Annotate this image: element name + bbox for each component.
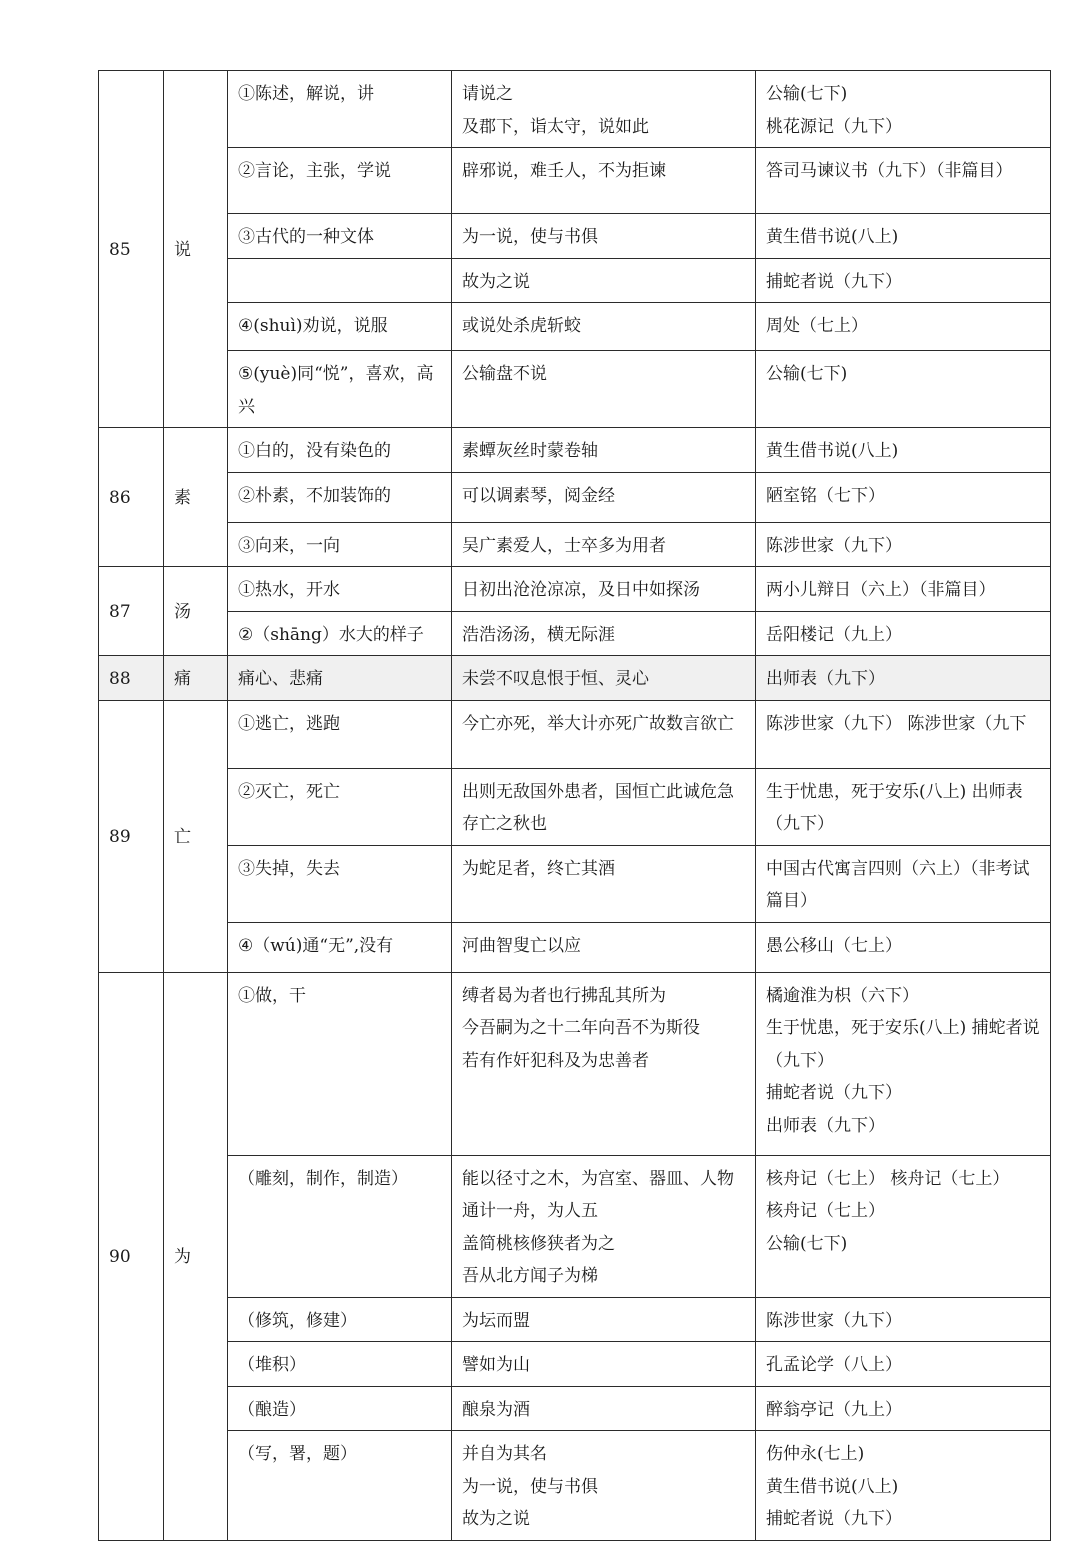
example-line: 及郡下，诣太守，说如此 [462,116,649,137]
meaning-cell [228,1155,452,1297]
source-line: 公输(七下) [766,364,848,384]
source-cell [756,214,1051,259]
meaning-line: （雕刻，制作，制造） [238,1168,408,1189]
table-row [99,972,1051,1155]
source-line: 醉翁亭记（九上） [766,1399,902,1420]
example-line: 素蟫灰丝时蒙卷轴 [462,441,598,461]
example-cell [452,71,756,148]
source-line: 陈涉世家（九下） 陈涉世家（九下 [766,713,1027,734]
source-line: 公输(七下) [766,84,848,104]
source-cell [756,258,1051,303]
table-row [99,845,1051,922]
source-line: 捕蛇者说（九下） [766,1083,902,1103]
example-line: 河曲智叟亡以应 [462,935,581,956]
source-cell [756,351,1051,428]
source-cell [756,700,1051,768]
entry-character: 说 [164,71,228,428]
example-cell [452,1342,756,1387]
example-line: 为一说，使与书俱 [462,227,598,247]
source-cell [756,656,1051,701]
source-cell [756,1297,1051,1342]
example-line: 或说处杀虎斩蛟 [462,316,581,336]
source-cell [756,1431,1051,1541]
source-cell [756,522,1051,567]
entry-number: 86 [99,428,164,567]
source-cell [756,428,1051,473]
example-line: 未尝不叹息恨于恒、灵心 [462,669,649,689]
example-cell [452,768,756,845]
entry-character: 为 [164,972,228,1540]
meaning-line: ①热水，开水 [238,580,340,600]
source-cell [756,972,1051,1155]
meaning-cell [228,611,452,656]
table-row [99,1386,1051,1431]
table-row [99,1155,1051,1297]
entry-character: 痛 [164,656,228,701]
table-row [99,148,1051,214]
meaning-line: （堆积） [238,1355,306,1375]
source-line: 公输(七下) [766,1233,848,1254]
table-row [99,768,1051,845]
entry-number: 87 [99,567,164,656]
source-line: 陋室铭（七下） [766,485,885,506]
meaning-line: ②灭亡，死亡 [238,781,340,802]
meaning-line: ①陈述，解说，讲 [238,84,374,104]
example-line: 为一说，使与书俱 [462,1476,598,1497]
table-row [99,611,1051,656]
meaning-line: （写，署，题） [238,1444,357,1464]
entry-number: 88 [99,656,164,701]
example-line: 故为之说 [462,1509,530,1529]
meaning-cell [228,472,452,522]
entry-number: 85 [99,71,164,428]
table-row [99,351,1051,428]
example-cell [452,148,756,214]
example-cell [452,567,756,612]
source-line: 捕蛇者说（九下） [766,1509,902,1529]
table-row [99,1297,1051,1342]
example-cell [452,611,756,656]
source-line: 两小儿辩日（六上）（非篇目） [766,580,996,600]
meaning-cell [228,656,452,701]
table-row [99,214,1051,259]
example-line: 吾从北方闻子为梯 [462,1266,598,1286]
example-line: 为坛而盟 [462,1310,530,1331]
source-line: 捕蛇者说（九下） [766,271,902,292]
source-cell [756,1342,1051,1387]
meaning-line: ⑤(yuè)同“悦”，喜欢，高兴 [238,364,434,417]
source-line: 黄生借书说(八上) [766,1476,899,1497]
example-line: 公输盘不说 [462,364,547,384]
example-line: 吴广素爱人，士卒多为用者 [462,535,666,556]
source-line: 陈涉世家（九下） [766,535,902,556]
source-line: 桃花源记（九下） [766,116,902,137]
meaning-line: （酿造） [238,1399,306,1420]
example-cell [452,472,756,522]
example-line: 故为之说 [462,271,530,292]
meaning-cell [228,768,452,845]
table-row [99,922,1051,972]
meaning-line: ④(shuì)劝说，说服 [238,316,388,336]
example-line: 辟邪说，难壬人，不为拒谏 [462,161,666,181]
example-line: 并自为其名 [462,1444,547,1464]
example-cell [452,1155,756,1297]
example-cell [452,656,756,701]
meaning-cell [228,428,452,473]
entry-character: 亡 [164,700,228,972]
source-line: 愚公移山（七上） [766,935,902,956]
entry-character: 汤 [164,567,228,656]
source-line: 孔孟论学（八上） [766,1355,902,1375]
example-line: 为蛇足者，终亡其酒 [462,858,615,879]
example-cell [452,1386,756,1431]
example-line: 今吾嗣为之十二年向吾不为斯役 [462,1018,700,1038]
example-cell [452,1431,756,1541]
table-row [99,472,1051,522]
example-cell [452,922,756,972]
meaning-cell [228,1386,452,1431]
source-line: 出师表（九下） [766,669,885,689]
source-cell [756,71,1051,148]
vocabulary-table [98,70,1051,1541]
table-row [99,700,1051,768]
source-cell [756,472,1051,522]
meaning-line: ②（shāng）水大的样子 [238,624,424,645]
example-line: 譬如为山 [462,1355,530,1375]
source-cell [756,768,1051,845]
example-cell [452,522,756,567]
example-line: 能以径寸之木，为宫室、器皿、人物通计一舟，为人五 [462,1168,734,1221]
meaning-line: 痛心、悲痛 [238,669,323,689]
entry-number: 89 [99,700,164,972]
vocabulary-table-body [99,71,1051,1541]
source-cell [756,1386,1051,1431]
table-row [99,1431,1051,1541]
meaning-line: ④（wú)通“无”,没有 [238,935,394,956]
meaning-cell [228,845,452,922]
source-line: 伤仲永(七上) [766,1444,865,1464]
meaning-line: （修筑，修建） [238,1310,357,1331]
table-row [99,522,1051,567]
meaning-line: ②朴素，不加装饰的 [238,485,391,506]
source-line: 核舟记（七上） 核舟记（七上） [766,1168,1010,1189]
source-cell [756,148,1051,214]
example-cell [452,972,756,1155]
source-line: 生于忧患，死于安乐(八上) 捕蛇者说（九下） [766,1018,1040,1071]
meaning-cell [228,1297,452,1342]
meaning-cell [228,1431,452,1541]
meaning-line: ③古代的一种文体 [238,227,374,247]
source-line: 生于忧患，死于安乐(八上) 出师表（九下） [766,781,1023,834]
source-cell [756,922,1051,972]
meaning-line: ①白的，没有染色的 [238,441,391,461]
entry-number: 90 [99,972,164,1540]
meaning-cell [228,148,452,214]
example-cell [452,258,756,303]
example-line: 今亡亦死，举大计亦死广故数言欲亡 [462,713,734,734]
source-line: 答司马谏议书（九下）（非篇目） [766,161,1013,181]
source-line: 周处（七上） [766,316,868,336]
meaning-line: ③失掉，失去 [238,858,340,879]
table-row [99,303,1051,351]
source-cell [756,1155,1051,1297]
entry-character: 素 [164,428,228,567]
example-cell [452,214,756,259]
source-cell [756,567,1051,612]
example-line: 日初出沧沧凉凉，及日中如探汤 [462,580,700,600]
source-line: 黄生借书说(八上) [766,441,899,461]
source-line: 核舟记（七上） [766,1201,885,1221]
example-cell [452,700,756,768]
example-line: 请说之 [462,84,513,104]
table-row [99,567,1051,612]
source-line: 岳阳楼记（九上） [766,624,902,645]
meaning-cell [228,1342,452,1387]
table-row [99,656,1051,701]
meaning-cell [228,351,452,428]
example-line: 出则无敌国外患者，国恒亡此诚危急存亡之秋也 [462,781,734,834]
example-line: 可以调素琴，阅金经 [462,485,615,506]
meaning-cell [228,214,452,259]
example-line: 酿泉为酒 [462,1399,530,1420]
source-line: 中国古代寓言四则（六上）（非考试篇目） [766,858,1030,911]
example-line: 盖简桃核修狭者为之 [462,1233,615,1254]
example-cell [452,1297,756,1342]
meaning-cell [228,258,452,303]
example-cell [452,303,756,351]
table-row [99,428,1051,473]
meaning-cell [228,922,452,972]
example-cell [452,845,756,922]
table-row [99,71,1051,148]
example-line: 若有作奸犯科及为忠善者 [462,1050,649,1071]
meaning-cell [228,522,452,567]
example-line: 缚者曷为者也行拂乱其所为 [462,985,666,1006]
source-cell [756,845,1051,922]
source-cell [756,303,1051,351]
table-row [99,1342,1051,1387]
source-line: 橘逾淮为枳（六下） [766,985,919,1006]
source-line: 黄生借书说(八上) [766,227,899,247]
example-cell [452,428,756,473]
meaning-line: ③向来，一向 [238,535,340,556]
meaning-line: ②言论，主张，学说 [238,161,391,181]
example-line: 浩浩汤汤，横无际涯 [462,624,615,645]
source-cell [756,611,1051,656]
meaning-cell [228,972,452,1155]
source-line: 出师表（九下） [766,1115,885,1136]
meaning-cell [228,71,452,148]
meaning-cell [228,567,452,612]
meaning-cell [228,303,452,351]
example-cell [452,351,756,428]
meaning-line: ①做，干 [238,985,306,1006]
meaning-line: ①逃亡，逃跑 [238,713,340,734]
table-row [99,258,1051,303]
source-line: 陈涉世家（九下） [766,1310,902,1331]
meaning-cell [228,700,452,768]
